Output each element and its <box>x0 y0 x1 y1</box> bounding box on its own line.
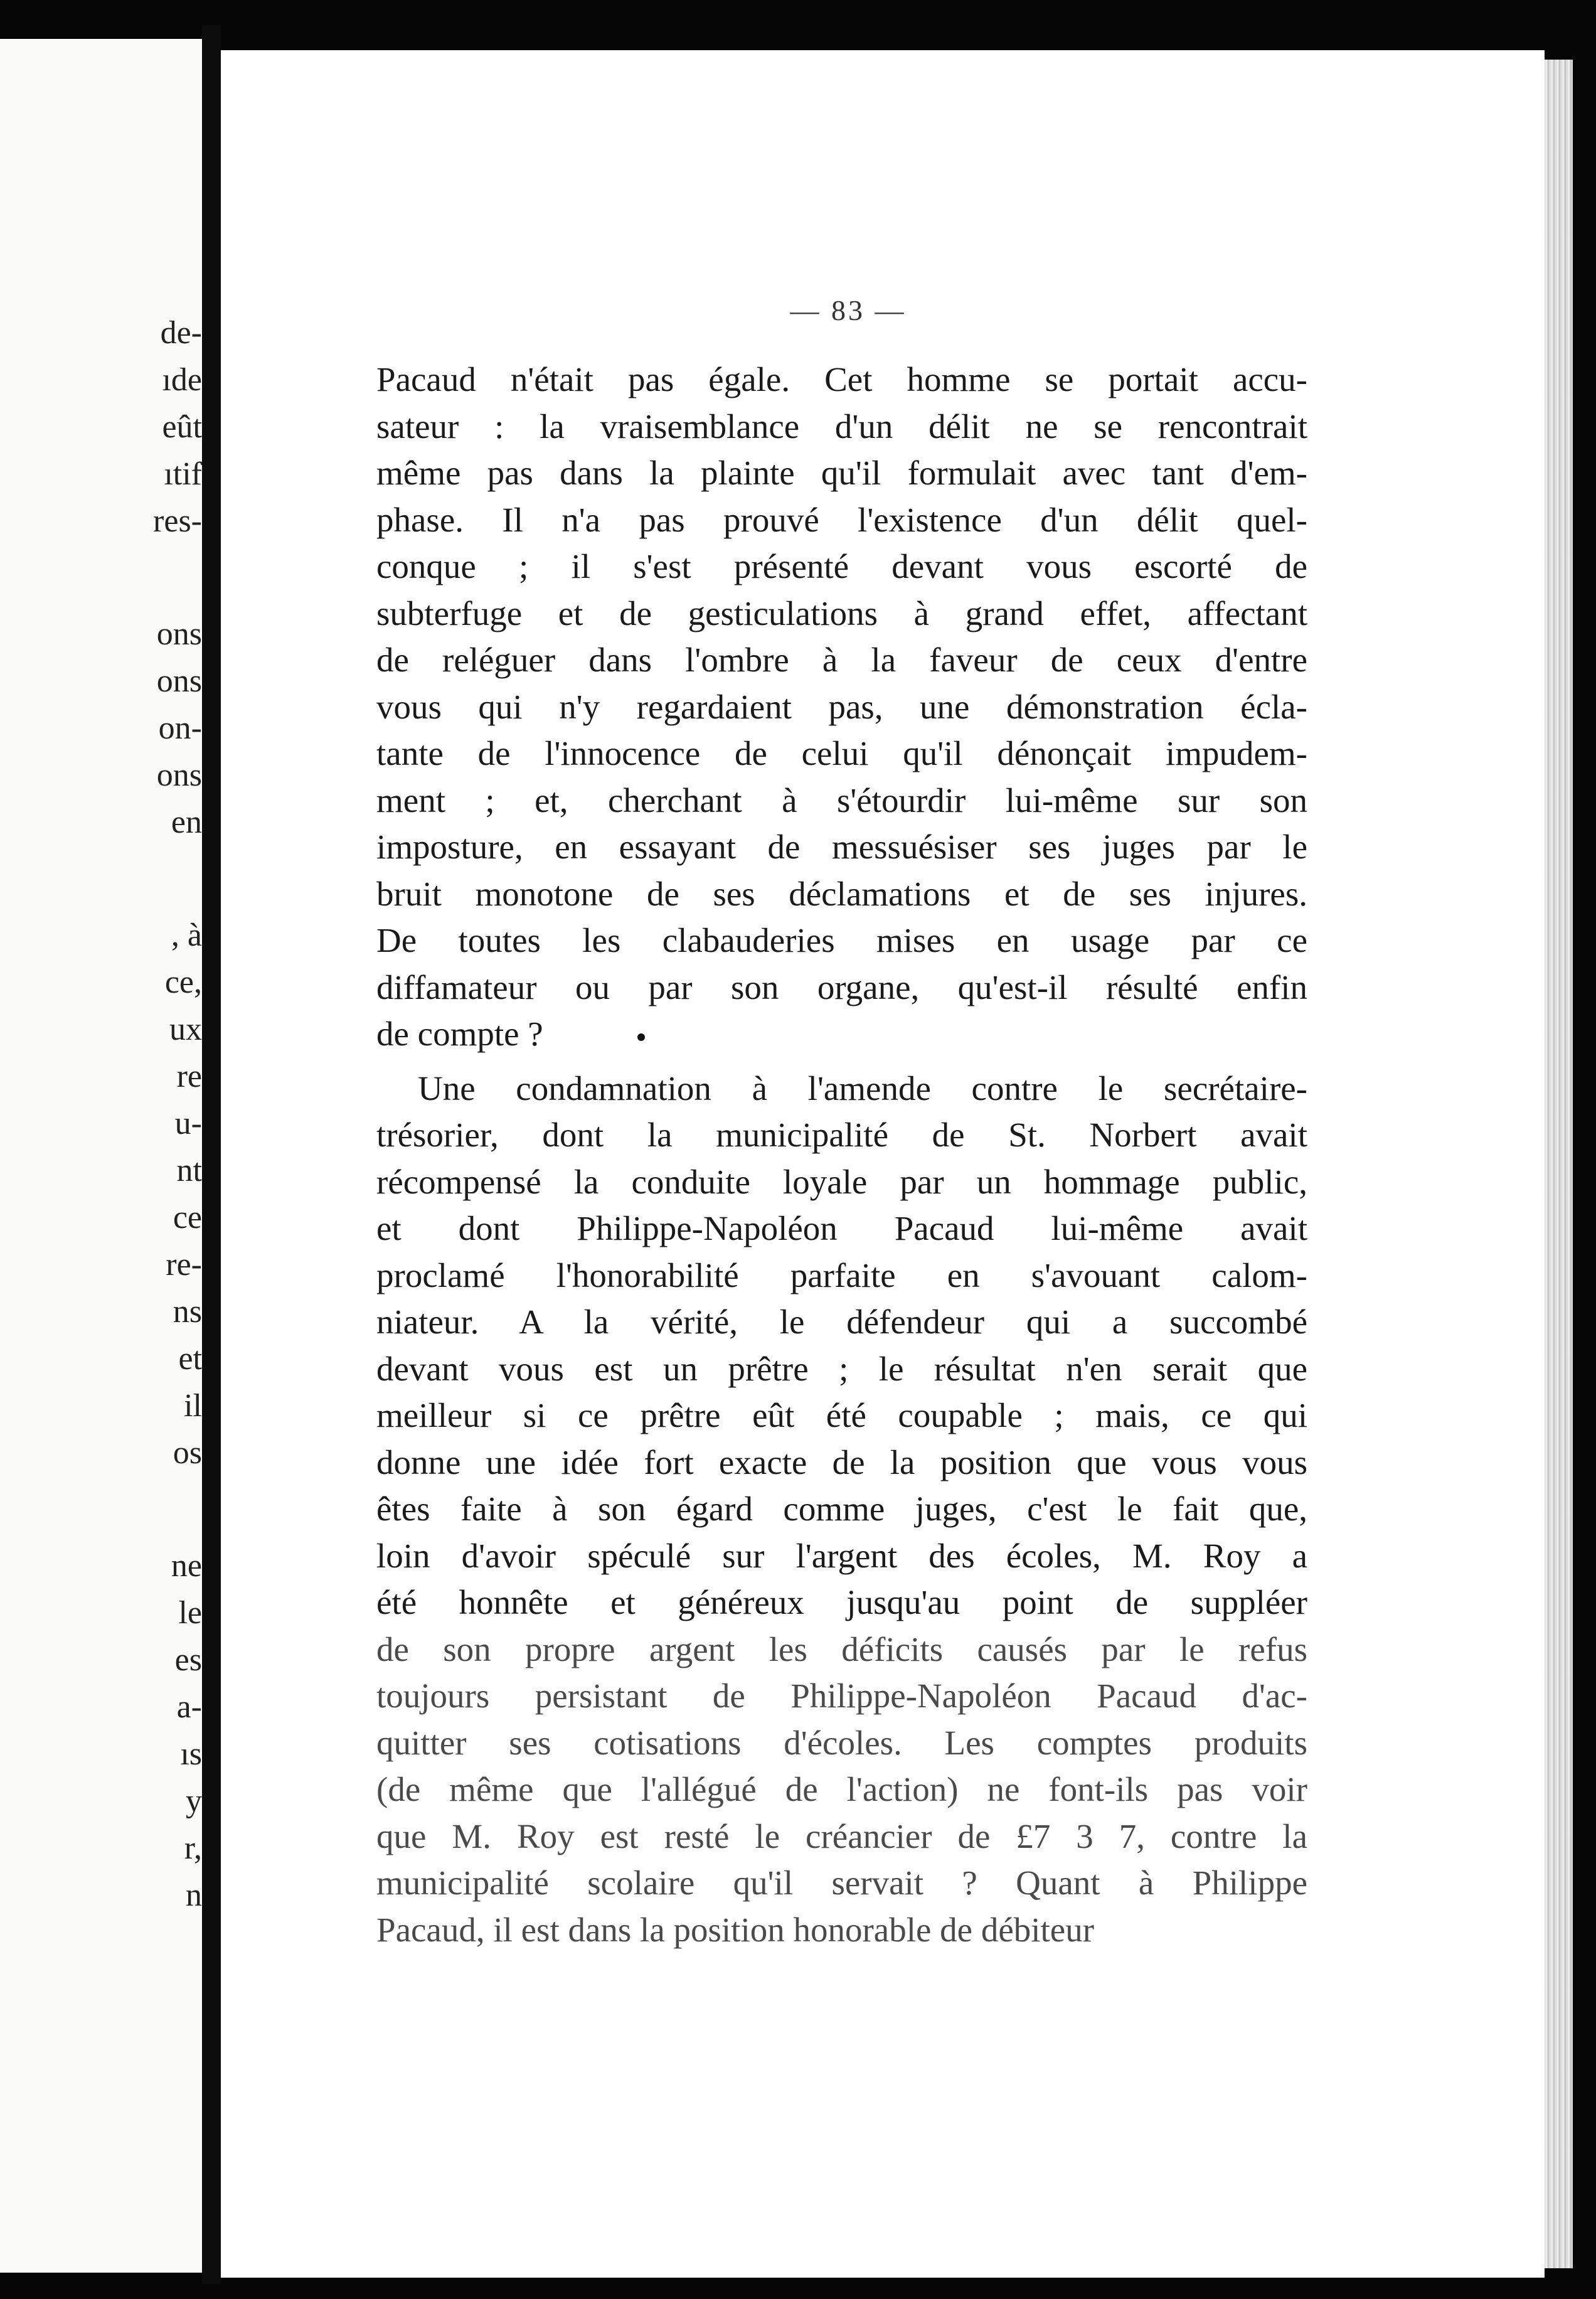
left-page-fragment: ne <box>171 1548 202 1584</box>
text-line: tante de l'innocence de celui qu'il dénonçait impudem- <box>376 734 1307 772</box>
text-line: Pacaud, il est dans la position honorable de débiteur <box>376 1910 1095 1949</box>
left-page-fragment: ıtif <box>164 456 202 492</box>
page-edge-stack <box>1545 60 1573 2268</box>
left-page-fragment: r, <box>184 1830 202 1866</box>
left-page-fragment: ns <box>173 1294 202 1330</box>
text-line: niateur. A la vérité, le défendeur qui a succombé <box>376 1303 1307 1341</box>
left-page-fragment: ıde <box>162 362 202 398</box>
left-page-fragment: y <box>186 1783 202 1819</box>
left-page-fragment: ce, <box>164 964 202 1000</box>
left-page-fragment: n <box>186 1877 202 1913</box>
text-line: Pacaud n'était pas égale. Cet homme se portait accu- <box>376 360 1307 398</box>
left-page-fragment: res- <box>153 503 202 539</box>
left-page-fragment: on- <box>158 710 202 746</box>
text-line: meilleur si ce prêtre eût été coupable ; mais, ce qui <box>376 1396 1307 1434</box>
left-facing-page <box>0 39 202 2273</box>
left-page-fragment: et <box>178 1341 202 1377</box>
text-line: que M. Roy est resté le créancier de £7 3 7, contre la <box>376 1816 1307 1855</box>
left-page-fragment: re <box>176 1059 202 1094</box>
left-page-fragment: os <box>173 1435 202 1471</box>
left-page-fragment: ons <box>156 663 202 699</box>
text-line: de compte ? <box>376 1011 1307 1058</box>
left-page-fragment: en <box>171 804 202 840</box>
left-page-fragment: il <box>184 1388 202 1424</box>
text-line: toujours persistant de Philippe-Napoléon Pacaud d'ac- <box>376 1677 1307 1715</box>
text-line: (de même que l'allégué de l'action) ne font-ils pas voir <box>376 1770 1307 1808</box>
left-page-fragment: nt <box>176 1153 202 1188</box>
book-gutter <box>202 25 221 2284</box>
text-line: de reléguer dans l'ombre à la faveur de ceux d'entre <box>376 641 1307 679</box>
text-line: imposture, en essayant de messuésiser ses juges par le <box>376 828 1307 866</box>
text-line: loin d'avoir spéculé sur l'argent des écoles, M. Roy a <box>376 1536 1307 1575</box>
text-line: Une condamnation à l'amende contre le secrétaire- <box>418 1069 1307 1107</box>
page-number: — 83 — <box>790 294 907 326</box>
left-page-fragment: es <box>174 1642 202 1678</box>
text-line: phase. Il n'a pas prouvé l'existence d'un délit quel- <box>376 500 1307 539</box>
text-line: été honnête et généreux jusqu'au point de suppléer <box>376 1583 1307 1621</box>
text-line: sateur : la vraisemblance d'un délit ne se rencontrait <box>376 407 1307 445</box>
text-line: proclamé l'honorabilité parfaite en s'avouant calom- <box>376 1256 1307 1294</box>
left-page-fragment: re- <box>166 1247 202 1283</box>
left-page-fragment: ons <box>156 616 202 652</box>
left-page-fragment: ıs <box>180 1736 202 1772</box>
left-page-fragment: eût <box>162 409 202 445</box>
text-line: récompensé la conduite loyale par un hommage public, <box>376 1162 1307 1201</box>
left-page-fragment: ons <box>156 757 202 793</box>
left-page-fragment: a- <box>176 1689 202 1725</box>
text-line: diffamateur ou par son organe, qu'est-il résulté enfin <box>376 968 1307 1006</box>
left-page-fragment: le <box>178 1595 202 1631</box>
text-line: vous qui n'y regardaient pas, une démonstration écla- <box>376 687 1307 726</box>
text-line: municipalité scolaire qu'il servait ? Quant à Philippe <box>376 1864 1307 1902</box>
text-line: De toutes les clabauderies mises en usage par ce <box>376 921 1307 959</box>
text-line: bruit monotone de ses déclamations et de ses injures. <box>376 874 1307 913</box>
left-page-fragment: , à <box>171 917 202 953</box>
ink-dot <box>637 1033 645 1041</box>
left-page-fragment: de- <box>160 315 202 351</box>
text-line: quitter ses cotisations d'écoles. Les comptes produits <box>376 1723 1307 1762</box>
text-line: devant vous est un prêtre ; le résultat n'en serait que <box>376 1349 1307 1388</box>
text-line: trésorier, dont la municipalité de St. Norbert avait <box>376 1116 1307 1154</box>
text-line: et dont Philippe-Napoléon Pacaud lui-même avait <box>376 1209 1307 1247</box>
text-line: même pas dans la plainte qu'il formulait avec tant d'em- <box>376 454 1307 492</box>
text-line: subterfuge et de gesticulations à grand effet, affectant <box>376 594 1307 632</box>
text-line: donne une idée fort exacte de la position que vous vous <box>376 1443 1307 1481</box>
left-page-fragment: ux <box>169 1011 202 1047</box>
text-line: êtes faite à son égard comme juges, c'est le fait que, <box>376 1490 1307 1528</box>
left-page-fragment: u- <box>174 1106 202 1141</box>
body-text <box>376 356 1307 1953</box>
text-line: conque ; il s'est présenté devant vous escorté de <box>376 547 1307 585</box>
text-line: ment ; et, cherchant à s'étourdir lui-même sur son <box>376 781 1307 819</box>
text-line: de son propre argent les déficits causés par le refus <box>376 1630 1307 1668</box>
left-page-fragment: ce <box>173 1200 202 1235</box>
